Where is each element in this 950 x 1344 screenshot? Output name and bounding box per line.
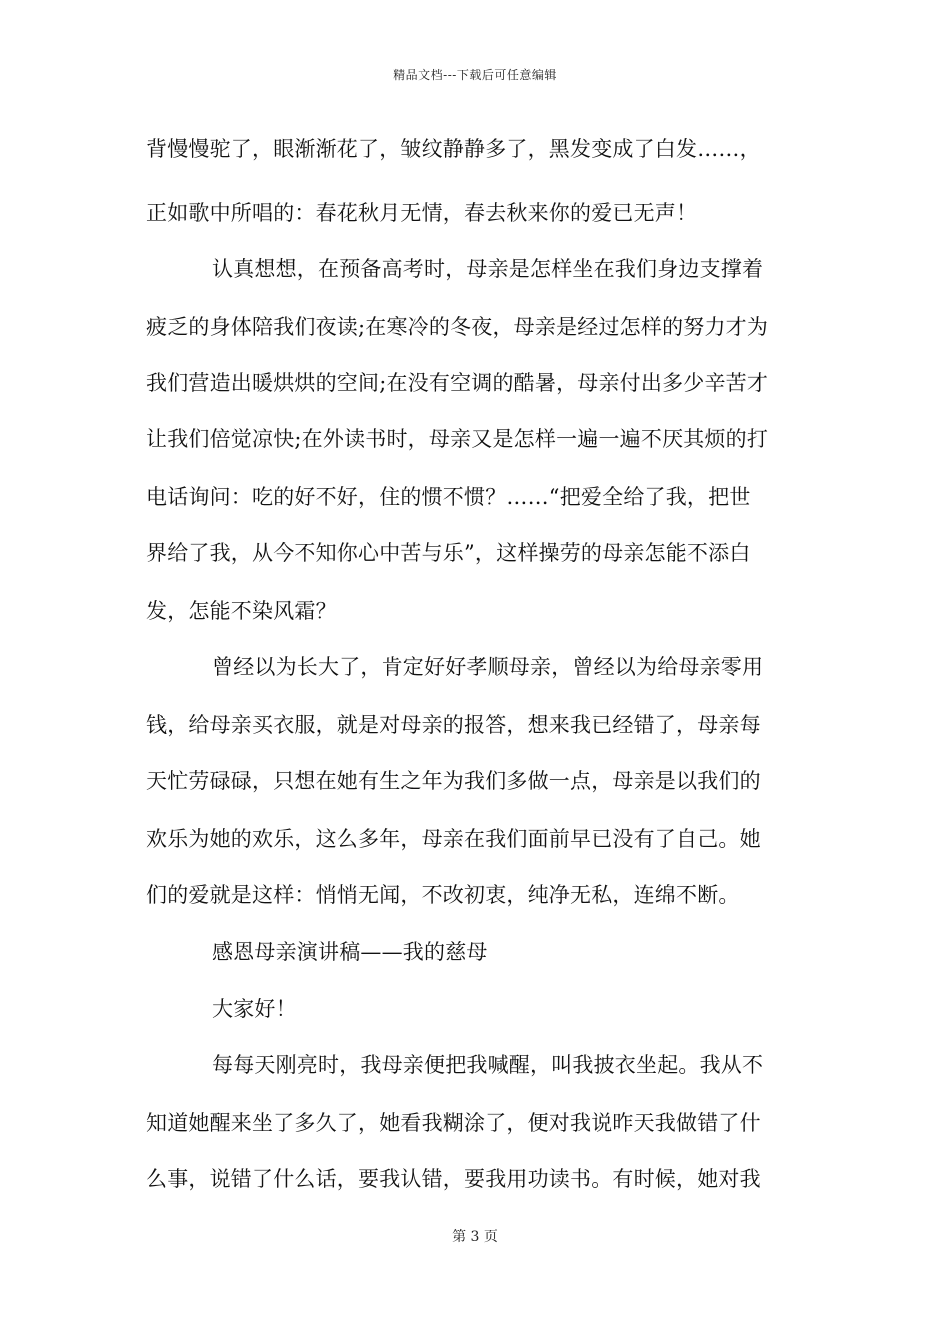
text-line: 界给了我，从今不知你心中苦与乐”，这样操劳的母亲怎能不添白 [146, 541, 751, 565]
text-line: 背慢慢驼了，眼渐渐花了，皱纹静静多了，黑发变成了白发……， [146, 137, 761, 161]
text-line: 让我们倍觉凉快;在外读书时，母亲又是怎样一遍一遍不厌其烦的打 [146, 427, 769, 451]
text-line: 电话询问：吃的好不好，住的惯不惯？……“把爱全给了我，把世 [146, 485, 751, 509]
text-line: 欢乐为她的欢乐，这么多年，母亲在我们面前早已没有了自己。她 [146, 827, 761, 851]
text-line: 天忙劳碌碌，只想在她有生之年为我们多做一点，母亲是以我们的 [146, 769, 761, 793]
text-line: 曾经以为长大了，肯定好好孝顺母亲，曾经以为给母亲零用 [212, 655, 764, 679]
greeting: 大家好！ [212, 997, 297, 1021]
text-line: 正如歌中所唱的：春花秋月无情，春去秋来你的爱已无声！ [146, 201, 698, 225]
text-line: 疲乏的身体陪我们夜读;在寒冷的冬夜，母亲是经过怎样的努力才为 [146, 315, 769, 339]
text-line: 每每天刚亮时，我母亲便把我喊醒，叫我披衣坐起。我从不 [212, 1053, 764, 1077]
text-line: 知道她醒来坐了多久了，她看我糊涂了，便对我说昨天我做错了什 [146, 1111, 761, 1135]
text-line: 么事，说错了什么话，要我认错，要我用功读书。有时候，她对我 [146, 1167, 761, 1191]
text-line: 钱，给母亲买衣服，就是对母亲的报答，想来我已经错了，母亲每 [146, 713, 761, 737]
text-line: 认真想想，在预备高考时，母亲是怎样坐在我们身边支撑着 [212, 257, 764, 281]
text-line: 我们营造出暖烘烘的空间;在没有空调的酷暑，母亲付出多少辛苦才 [146, 371, 769, 395]
text-line: 发，怎能不染风霜？ [146, 599, 337, 623]
section-title: 感恩母亲演讲稿——我的慈母 [212, 940, 488, 964]
page-number: 第 3 页 [452, 1229, 498, 1245]
page-header: 精品文档---下载后可任意编辑 [393, 68, 557, 82]
text-line: 们的爱就是这样：悄悄无闻，不改初衷，纯净无私，连绵不断。 [146, 883, 740, 907]
